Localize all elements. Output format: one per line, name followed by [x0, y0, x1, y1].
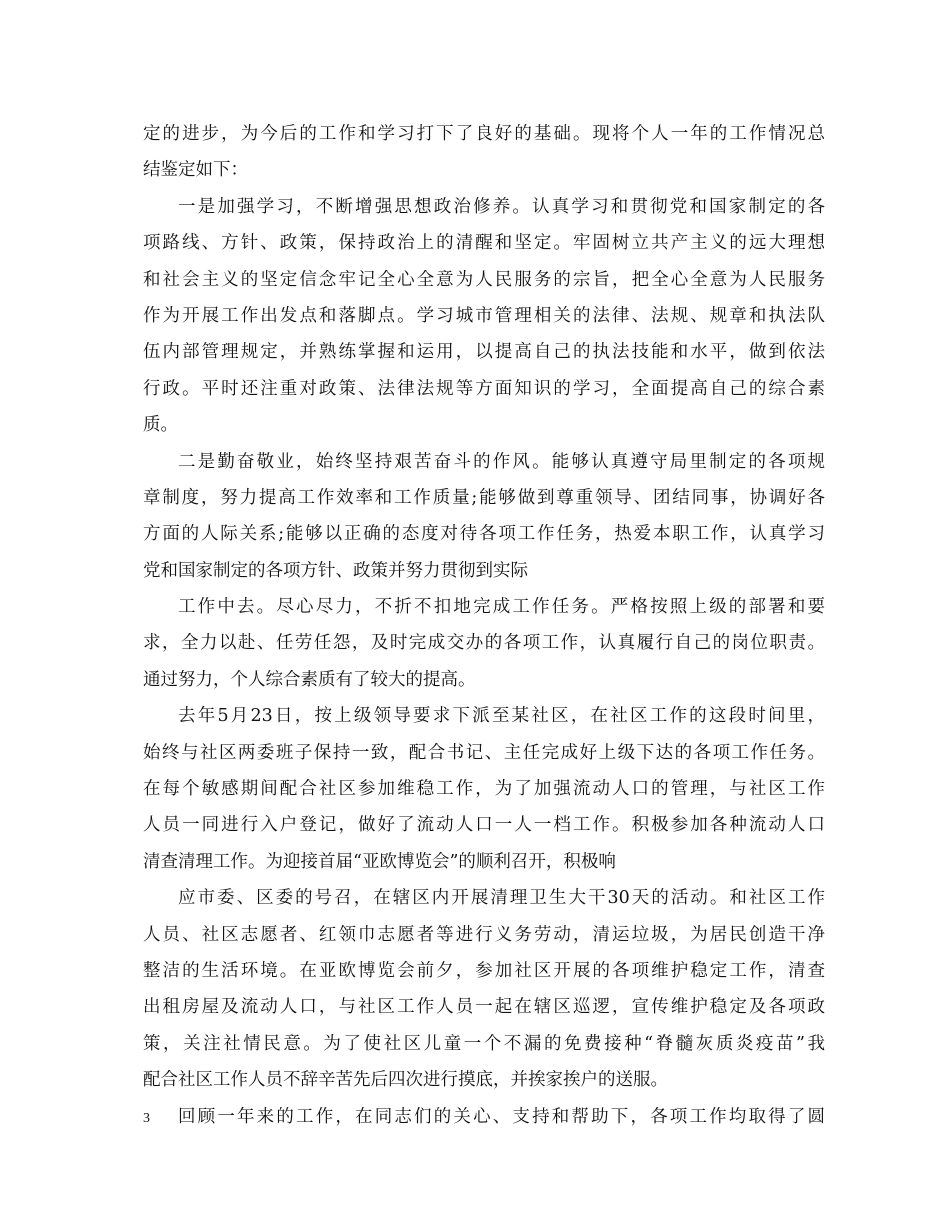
text-line: 去年5月23日，按上级领导要求下派至某社区，在社区工作的这段时间里， — [178, 706, 825, 727]
text-line: 工作中去。尽心尽力，不折不扣地完成工作任务。严格按照上级的部署和要 — [178, 597, 825, 618]
text-line: 出租房屋及流动人口，与社区工作人员一起在辖区巡逻，宣传维护稳定及各项政 — [143, 997, 825, 1018]
document-body — [143, 116, 825, 1135]
text-line: 策，关注社情民意。为了使社区儿童一个不漏的免费接种“脊髓灰质炎疫苗”我 — [143, 1033, 825, 1054]
text-line: 人员一同进行入户登记，做好了流动人口一人一档工作。积极参加各种流动人口 — [143, 815, 825, 836]
text-line: 在每个敏感期间配合社区参加维稳工作，为了加强流动人口的管理，与社区工作 — [143, 779, 825, 800]
text-line: 党和国家制定的各项方针、政策并努力贯彻到实际 — [143, 560, 528, 581]
text-line: 整洁的生活环境。在亚欧博览会前夕，参加社区开展的各项维护稳定工作，清查 — [143, 960, 825, 981]
text-line: 定的进步，为今后的工作和学习打下了良好的基础。现将个人一年的工作情况总 — [143, 124, 825, 144]
text-line: 清查清理工作。为迎接首届“亚欧博览会”的顺利召开，积极响 — [143, 851, 616, 872]
text-line: 始终与社区两委班子保持一致，配合书记、主任完成好上级下达的各项工作任务。 — [143, 742, 825, 763]
text-line: 结鉴定如下： — [143, 160, 248, 181]
text-line: 方面的人际关系;能够以正确的态度对待各项工作任务，热爱本职工作，认真学习 — [143, 524, 825, 545]
text-line: 和社会主义的坚定信念牢记全心全意为人民服务的宗旨，把全心全意为人民服务 — [143, 269, 825, 290]
text-line: 章制度，努力提高工作效率和工作质量;能够做到尊重领导、团结同事，协调好各 — [143, 487, 825, 508]
text-line: 求，全力以赴、任劳任怨，及时完成交办的各项工作，认真履行自己的岗位职责。 — [143, 633, 825, 654]
text-line: 应市委、区委的号召，在辖区内开展清理卫生大干30天的活动。和社区工作 — [178, 888, 825, 909]
text-line: 回顾一年来的工作，在同志们的关心、支持和帮助下，各项工作均取得了圆 — [178, 1106, 825, 1127]
text-line: 行政。平时还注重对政策、法律法规等方面知识的学习，全面提高自己的综合素 — [143, 378, 825, 399]
text-line: 质。 — [143, 415, 178, 436]
text-line: 作为开展工作出发点和落脚点。学习城市管理相关的法律、法规、规章和执法队 — [143, 305, 825, 326]
text-line: 项路线、方针、政策，保持政治上的清醒和坚定。牢固树立共产主义的远大理想 — [143, 233, 825, 254]
text-line: 通过努力，个人综合素质有了较大的提高。 — [143, 669, 476, 690]
text-line: 配合社区工作人员不辞辛苦先后四次进行摸底，并挨家挨户的送服。 — [143, 1070, 668, 1091]
text-line: 二是勤奋敬业，始终坚持艰苦奋斗的作风。能够认真遵守局里制定的各项规 — [178, 451, 825, 472]
text-line: 一是加强学习，不断增强思想政治修养。认真学习和贯彻党和国家制定的各 — [178, 196, 825, 217]
text-line: 人员、社区志愿者、红领巾志愿者等进行义务劳动，清运垃圾，为居民创造干净 — [143, 924, 825, 945]
text-line: 伍内部管理规定，并熟练掌握和运用，以提高自己的执法技能和水平，做到依法 — [143, 342, 825, 363]
page-number: 3 — [143, 1111, 150, 1126]
